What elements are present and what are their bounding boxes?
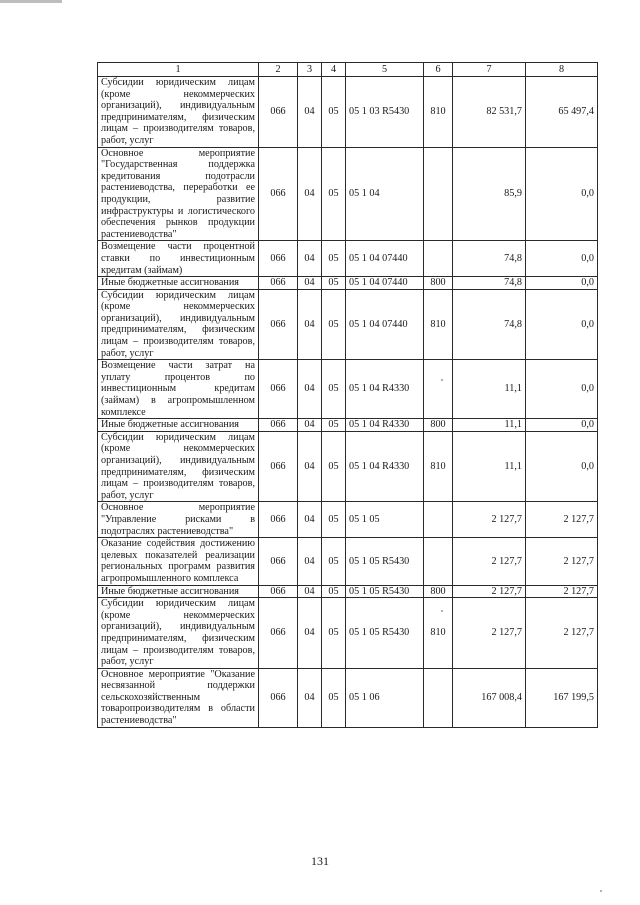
code-section: 04 [298, 668, 322, 727]
amount-col8: 0,0 [526, 431, 598, 502]
code-subsection: 05 [322, 241, 346, 277]
table-row [98, 277, 598, 290]
row-description: Основное мероприятие "Оказание несвязанной поддержки сельскохозяйственным товаропроизводителям в области растениеводства" [98, 668, 259, 727]
code-expense-type: 810 [424, 431, 453, 502]
code-section: 04 [298, 502, 322, 538]
code-section: 04 [298, 360, 322, 419]
code-expense-type: 810 [424, 289, 453, 360]
code-expense-type [424, 147, 453, 241]
row-description: Возмещение части затрат на уплату процентов по инвестиционным кредитам (займам) в агропромышленном комплексе [98, 360, 259, 419]
table-row [98, 538, 598, 585]
amount-col8: 0,0 [526, 360, 598, 419]
code-subsection: 05 [322, 668, 346, 727]
amount-col8: 167 199,5 [526, 668, 598, 727]
table-row [98, 419, 598, 432]
amount-col7: 11,1 [453, 419, 526, 432]
header-cell: 5 [346, 63, 424, 77]
scan-speck [441, 610, 443, 612]
row-description: Иные бюджетные ассигнования [98, 419, 259, 432]
row-description: Основное мероприятие "Управление рисками в подотраслях растениеводства" [98, 502, 259, 538]
table-row [98, 147, 598, 241]
row-description: Иные бюджетные ассигнования [98, 585, 259, 598]
code-expense-type: 800 [424, 585, 453, 598]
code-section: 04 [298, 419, 322, 432]
code-target-article: 05 1 05 [346, 502, 424, 538]
row-description: Оказание содействия достижению целевых показателей реализации региональных программ развития агропромышленного комплекса [98, 538, 259, 585]
amount-col7: 74,8 [453, 289, 526, 360]
code-target-article: 05 1 04 R4330 [346, 431, 424, 502]
amount-col8: 2 127,7 [526, 538, 598, 585]
header-cell: 2 [259, 63, 298, 77]
amount-col8: 0,0 [526, 277, 598, 290]
code-target-article: 05 1 04 07440 [346, 277, 424, 290]
code-target-article: 05 1 04 [346, 147, 424, 241]
amount-col8: 65 497,4 [526, 77, 598, 148]
code-ministry: 066 [259, 431, 298, 502]
code-target-article: 05 1 03 R5430 [346, 77, 424, 148]
code-expense-type [424, 360, 453, 419]
code-ministry: 066 [259, 77, 298, 148]
header-cell: 6 [424, 63, 453, 77]
code-subsection: 05 [322, 289, 346, 360]
table-row [98, 431, 598, 502]
code-expense-type: 800 [424, 277, 453, 290]
code-expense-type [424, 538, 453, 585]
code-ministry: 066 [259, 598, 298, 669]
code-ministry: 066 [259, 668, 298, 727]
scan-edge-mark [0, 0, 62, 3]
code-section: 04 [298, 598, 322, 669]
code-subsection: 05 [322, 431, 346, 502]
amount-col8: 2 127,7 [526, 585, 598, 598]
code-target-article: 05 1 05 R5430 [346, 585, 424, 598]
code-subsection: 05 [322, 598, 346, 669]
code-ministry: 066 [259, 585, 298, 598]
header-cell: 4 [322, 63, 346, 77]
amount-col8: 0,0 [526, 241, 598, 277]
row-description: Возмещение части процентной ставки по инвестиционным кредитам (займам) [98, 241, 259, 277]
code-subsection: 05 [322, 360, 346, 419]
code-section: 04 [298, 538, 322, 585]
code-section: 04 [298, 289, 322, 360]
code-ministry: 066 [259, 147, 298, 241]
code-ministry: 066 [259, 419, 298, 432]
row-description: Субсидии юридическим лицам (кроме некоммерческих организаций), индивидуальным предпринимателям, физическим лицам – производителям товаров, работ, услуг [98, 77, 259, 148]
amount-col7: 11,1 [453, 360, 526, 419]
code-ministry: 066 [259, 289, 298, 360]
scan-speck [441, 379, 443, 381]
header-cell: 1 [98, 63, 259, 77]
amount-col8: 0,0 [526, 147, 598, 241]
header-row [98, 63, 598, 77]
budget-table [97, 62, 598, 728]
row-description: Субсидии юридическим лицам (кроме некоммерческих организаций), индивидуальным предпринимателям, физическим лицам – производителям товаров, работ, услуг [98, 598, 259, 669]
amount-col7: 2 127,7 [453, 538, 526, 585]
table-row [98, 289, 598, 360]
table-row [98, 360, 598, 419]
code-section: 04 [298, 147, 322, 241]
code-expense-type [424, 668, 453, 727]
amount-col7: 85,9 [453, 147, 526, 241]
code-target-article: 05 1 04 07440 [346, 241, 424, 277]
code-subsection: 05 [322, 502, 346, 538]
amount-col8: 2 127,7 [526, 502, 598, 538]
code-expense-type: 810 [424, 77, 453, 148]
row-description: Иные бюджетные ассигнования [98, 277, 259, 290]
amount-col7: 2 127,7 [453, 585, 526, 598]
code-target-article: 05 1 04 R4330 [346, 360, 424, 419]
code-target-article: 05 1 04 07440 [346, 289, 424, 360]
amount-col7: 2 127,7 [453, 502, 526, 538]
code-section: 04 [298, 585, 322, 598]
code-subsection: 05 [322, 585, 346, 598]
table-row [98, 585, 598, 598]
page-number: 131 [311, 854, 329, 868]
header-cell: 7 [453, 63, 526, 77]
row-description: Субсидии юридическим лицам (кроме некоммерческих организаций), индивидуальным предпринимателям, физическим лицам – производителям товаров, работ, услуг [98, 431, 259, 502]
table-row [98, 598, 598, 669]
code-section: 04 [298, 277, 322, 290]
code-subsection: 05 [322, 77, 346, 148]
amount-col7: 74,8 [453, 241, 526, 277]
header-cell: 8 [526, 63, 598, 77]
amount-col7: 82 531,7 [453, 77, 526, 148]
scan-speck [600, 890, 602, 892]
code-expense-type: 810 [424, 598, 453, 669]
code-target-article: 05 1 05 R5430 [346, 598, 424, 669]
row-description: Основное мероприятие "Государственная поддержка кредитования подотрасли растениеводства, переработки ее продукции, развитие инфраструктуры и логистического обеспечения рынков продукции растениеводства" [98, 147, 259, 241]
amount-col7: 167 008,4 [453, 668, 526, 727]
code-subsection: 05 [322, 419, 346, 432]
table-row [98, 668, 598, 727]
row-description: Субсидии юридическим лицам (кроме некоммерческих организаций), индивидуальным предпринимателям, физическим лицам – производителям товаров, работ, услуг [98, 289, 259, 360]
amount-col8: 0,0 [526, 419, 598, 432]
code-expense-type [424, 241, 453, 277]
code-ministry: 066 [259, 502, 298, 538]
code-ministry: 066 [259, 277, 298, 290]
code-target-article: 05 1 04 R4330 [346, 419, 424, 432]
header-cell: 3 [298, 63, 322, 77]
code-target-article: 05 1 05 R5430 [346, 538, 424, 585]
amount-col7: 2 127,7 [453, 598, 526, 669]
code-expense-type [424, 502, 453, 538]
code-section: 04 [298, 431, 322, 502]
code-section: 04 [298, 241, 322, 277]
code-ministry: 066 [259, 360, 298, 419]
table-row [98, 77, 598, 148]
code-ministry: 066 [259, 538, 298, 585]
code-subsection: 05 [322, 277, 346, 290]
amount-col8: 0,0 [526, 289, 598, 360]
table-body [98, 77, 598, 728]
code-target-article: 05 1 06 [346, 668, 424, 727]
table-row [98, 502, 598, 538]
amount-col7: 11,1 [453, 431, 526, 502]
amount-col8: 2 127,7 [526, 598, 598, 669]
code-section: 04 [298, 77, 322, 148]
amount-col7: 74,8 [453, 277, 526, 290]
code-ministry: 066 [259, 241, 298, 277]
code-subsection: 05 [322, 147, 346, 241]
code-expense-type: 800 [424, 419, 453, 432]
code-subsection: 05 [322, 538, 346, 585]
table-row [98, 241, 598, 277]
